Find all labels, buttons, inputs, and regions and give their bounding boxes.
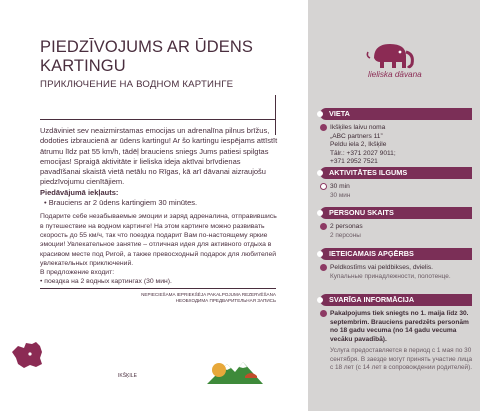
- section-location: [320, 108, 472, 167]
- location-line: Peldu iela 2, Ikšķile: [330, 141, 387, 148]
- section-clothing-heading: IETEICAMAIS APĢĒRBS: [320, 248, 472, 260]
- person-icon: [320, 223, 327, 230]
- location-line: Tālr.: +371 2027 9011;: [330, 149, 396, 157]
- included-ru-heading: В предложение входит:: [40, 269, 115, 277]
- location-pin-icon: [320, 124, 327, 131]
- reservation-note-ru: НЕОБХОДИМА ПРЕДВАРИТЕЛЬНАЯ ЗАПИСЬ: [175, 298, 276, 304]
- divider-bottom: [40, 288, 276, 289]
- abc-partners-logo: [205, 356, 265, 386]
- section-clothing: [320, 248, 472, 281]
- clothing-ru: Купальные принадлежности, полотенце.: [330, 272, 451, 280]
- reservation-note-lv: NEPIECIEŠAMA IEPRIEKŠĒJA PAKALPOJUMA REZERVĒŠANA: [141, 292, 276, 297]
- section-persons-heading: PERSONU SKAITS: [320, 207, 472, 219]
- location-line: Ikšķiles laivu noma: [330, 124, 386, 131]
- location-line: +371 2952 7521: [330, 158, 378, 165]
- divider-top: [40, 119, 276, 120]
- section-location-body: [320, 124, 472, 167]
- section-clothing-body: [320, 264, 472, 281]
- persons-ru: 2 персоны: [330, 231, 361, 239]
- latvia-map-icon: [10, 340, 44, 370]
- shirt-icon: [320, 264, 327, 271]
- ikskile-label: IKŠĶILE: [118, 373, 137, 379]
- important-lv: Pakalpojums tiek sniegts no 1. maija līdz 30. septembrim. Brauciens paredzēts personām no 18 gadu vecuma (no 14 gadu vecuma vecāku pavadībā).: [330, 310, 469, 343]
- page-title: PIEDZĪVOJUMS AR ŪDENS KARTINGU: [40, 38, 253, 75]
- section-persons-body: [320, 223, 472, 240]
- duration-ru: 30 мин: [330, 191, 351, 199]
- included-item: • Brauciens ar 2 ūdens kartingiem 30 minūtes.: [44, 198, 198, 208]
- description-lv: Uzdāviniet sev neaizmirstamas emocijas un adrenalīna pilnus brīžus, dodoties izbraucienā ar ūdens kartingu! Ar šo kartingu iespējams attīstīt ātrumu līdz pat 55 km/h, tādēļ brauciens sniegs Jums patiesi spilgtas emocijas! Spraigā aktivitāte ir lieliska ideja aktīvai brīvdienas pavadīšanai skaistā vietā netālu no Rīgas, kā arī dāvanai aizraujošu piedzīvojumu cienītājiem.: [40, 126, 278, 187]
- section-important: [320, 294, 472, 373]
- location-line: „ABC partners 11”: [330, 132, 383, 140]
- duration-lv: 30 min: [330, 183, 350, 190]
- included-ru-item: • поездка на 2 водных картингах (30 мин).: [40, 278, 172, 286]
- persons-lv: 2 personas: [330, 223, 363, 230]
- info-icon: [320, 310, 327, 317]
- section-location-heading: VIETA: [320, 108, 472, 120]
- included-heading: Piedāvājumā iekļauts:: [40, 187, 119, 197]
- section-important-heading: SVARĪGA INFORMĀCIJA: [320, 294, 472, 306]
- elephant-icon: [364, 40, 416, 72]
- section-duration-heading: AKTIVITĀTES ILGUMS: [320, 167, 472, 179]
- reservation-note: [40, 292, 276, 305]
- section-duration: [320, 167, 472, 200]
- clothing-lv: Peldkostīms vai peldbikses, dvielis.: [330, 264, 433, 271]
- section-duration-body: [320, 183, 472, 200]
- section-persons: [320, 207, 472, 240]
- important-ru: Услуга предоставляется в период с 1 мая по 30 сентября. В заезде могут принять участие лица с 18 лет (с 14 лет в сопровождении родителей).: [330, 347, 473, 371]
- section-important-body: [320, 310, 472, 373]
- description: [40, 126, 280, 287]
- brand-name: lieliska dāvana: [368, 70, 422, 79]
- clock-icon: [320, 183, 327, 190]
- description-ru: Подарите себе незабываемые эмоции и заряд адреналина, отправившись в путешествие на водном картинге! На этом картинге можно развивать скорость до 55 км/ч, так что поездка подарит Вам по-настоящему яркие эмоции! Увлекательное занятие – отличная идея для активного отдыха в красивом месте под Ригой, а также превосходный подарок для любителей увлекательных приключений.: [40, 213, 277, 267]
- page-subtitle: ПРИКЛЮЧЕНИЕ НА ВОДНОМ КАРТИНГЕ: [40, 79, 234, 90]
